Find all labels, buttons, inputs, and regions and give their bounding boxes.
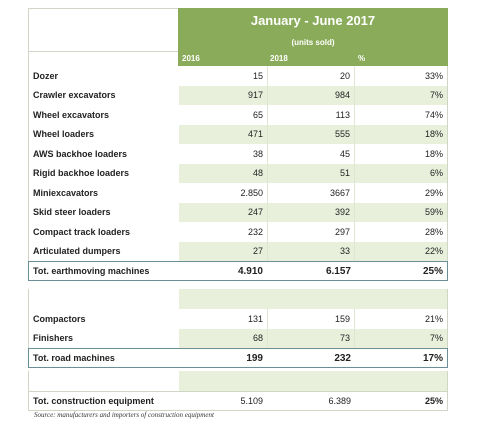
value-percent: 25% <box>424 396 443 406</box>
value-2018: 6.389 <box>328 396 351 406</box>
total-construction-row <box>28 391 448 411</box>
value-2018: 3667 <box>267 183 355 203</box>
row-label: Rigid backhoe loaders <box>33 168 130 179</box>
value-2018: 555 <box>267 125 355 145</box>
row-label: Compactors <box>33 313 86 324</box>
value-2016: 4.910 <box>237 265 263 277</box>
spacer-row <box>28 289 448 309</box>
value-percent: 59% <box>355 203 447 223</box>
value-2018: 113 <box>267 105 355 125</box>
row-label: Tot. construction equipment <box>33 396 154 406</box>
value-percent: 25% <box>422 265 443 277</box>
table-header <box>28 8 448 52</box>
row-label: Wheel excavators <box>33 109 110 120</box>
value-2018: 297 <box>267 222 355 242</box>
row-label: Wheel loaders <box>33 129 95 140</box>
table-row <box>28 86 448 106</box>
value-2016: 247 <box>179 203 267 223</box>
value-2016: 232 <box>247 226 263 237</box>
table-row <box>28 329 448 349</box>
value-2016: 131 <box>247 313 263 324</box>
table-row <box>28 203 448 223</box>
value-2016: 65 <box>252 109 263 120</box>
value-2018: 984 <box>267 86 355 106</box>
road-section <box>28 309 448 348</box>
value-percent: 28% <box>424 226 443 237</box>
table-row <box>28 183 448 203</box>
row-label: AWS backhoe loaders <box>33 148 128 159</box>
value-percent: 7% <box>355 86 447 106</box>
value-2018: 392 <box>267 203 355 223</box>
table-row <box>28 222 448 242</box>
value-percent: 6% <box>355 164 447 184</box>
value-2018: 45 <box>267 144 355 164</box>
value-2016: 471 <box>179 125 267 145</box>
spacer-fill <box>179 289 447 309</box>
spacer-fill <box>179 371 447 391</box>
value-2018: 73 <box>267 329 355 349</box>
period-title: January - June 2017 <box>250 13 376 28</box>
value-2016: 15 <box>252 70 263 81</box>
table-row <box>28 309 448 329</box>
column-header-row <box>28 52 448 66</box>
row-label: Tot. earthmoving machines <box>33 266 150 276</box>
source-note: Source: manufacturers and importers of construction equipment <box>34 411 214 419</box>
value-2018: 6.157 <box>325 265 351 277</box>
header-blank-cell <box>28 8 178 52</box>
total-earthmoving-row <box>28 261 448 281</box>
column-header-blank <box>28 52 178 66</box>
row-label: Tot. road machines <box>33 353 115 363</box>
value-2016: 38 <box>252 148 263 159</box>
table-row <box>28 164 448 184</box>
row-label: Skid steer loaders <box>33 207 111 218</box>
value-percent: 7% <box>355 329 447 349</box>
row-label: Crawler excavators <box>33 90 116 101</box>
row-label: Finishers <box>33 333 74 344</box>
value-2018: 51 <box>267 164 355 184</box>
period-header <box>178 8 448 52</box>
column-header-2018: 2018 <box>270 54 288 63</box>
value-percent: 29% <box>424 187 443 198</box>
value-percent: 21% <box>424 313 443 324</box>
row-label: Miniexcavators <box>33 187 99 198</box>
value-2016: 5.109 <box>240 396 263 406</box>
table-row <box>28 125 448 145</box>
value-percent: 18% <box>424 148 443 159</box>
value-2018: 232 <box>334 352 351 364</box>
column-header-percent: % <box>358 54 366 63</box>
row-label: Compact track loaders <box>33 226 131 237</box>
table-row <box>28 242 448 262</box>
total-road-row <box>28 348 448 368</box>
table-row <box>28 144 448 164</box>
value-2016: 199 <box>246 352 263 364</box>
row-label: Articulated dumpers <box>33 246 121 257</box>
value-2018: 20 <box>267 66 355 86</box>
value-2016: 68 <box>179 329 267 349</box>
spacer-row <box>28 371 448 391</box>
value-2016: 917 <box>179 86 267 106</box>
earthmoving-section <box>28 66 448 261</box>
value-percent: 74% <box>424 109 443 120</box>
value-percent: 18% <box>355 125 447 145</box>
units-subtitle: (units sold) <box>291 38 335 47</box>
table-row <box>28 66 448 86</box>
spacer-label <box>29 289 179 309</box>
table-row <box>28 105 448 125</box>
value-2018: 33 <box>267 242 355 262</box>
row-label: Dozer <box>33 70 59 81</box>
value-percent: 33% <box>424 70 443 81</box>
column-header-2016: 2016 <box>182 54 200 63</box>
value-2016: 48 <box>179 164 267 184</box>
value-percent: 22% <box>355 242 447 262</box>
spacer-label <box>29 371 179 391</box>
value-2018: 159 <box>267 309 355 329</box>
sales-table <box>28 8 448 411</box>
value-2016: 27 <box>179 242 267 262</box>
value-percent: 17% <box>422 352 443 364</box>
value-2016: 2.850 <box>240 187 263 198</box>
